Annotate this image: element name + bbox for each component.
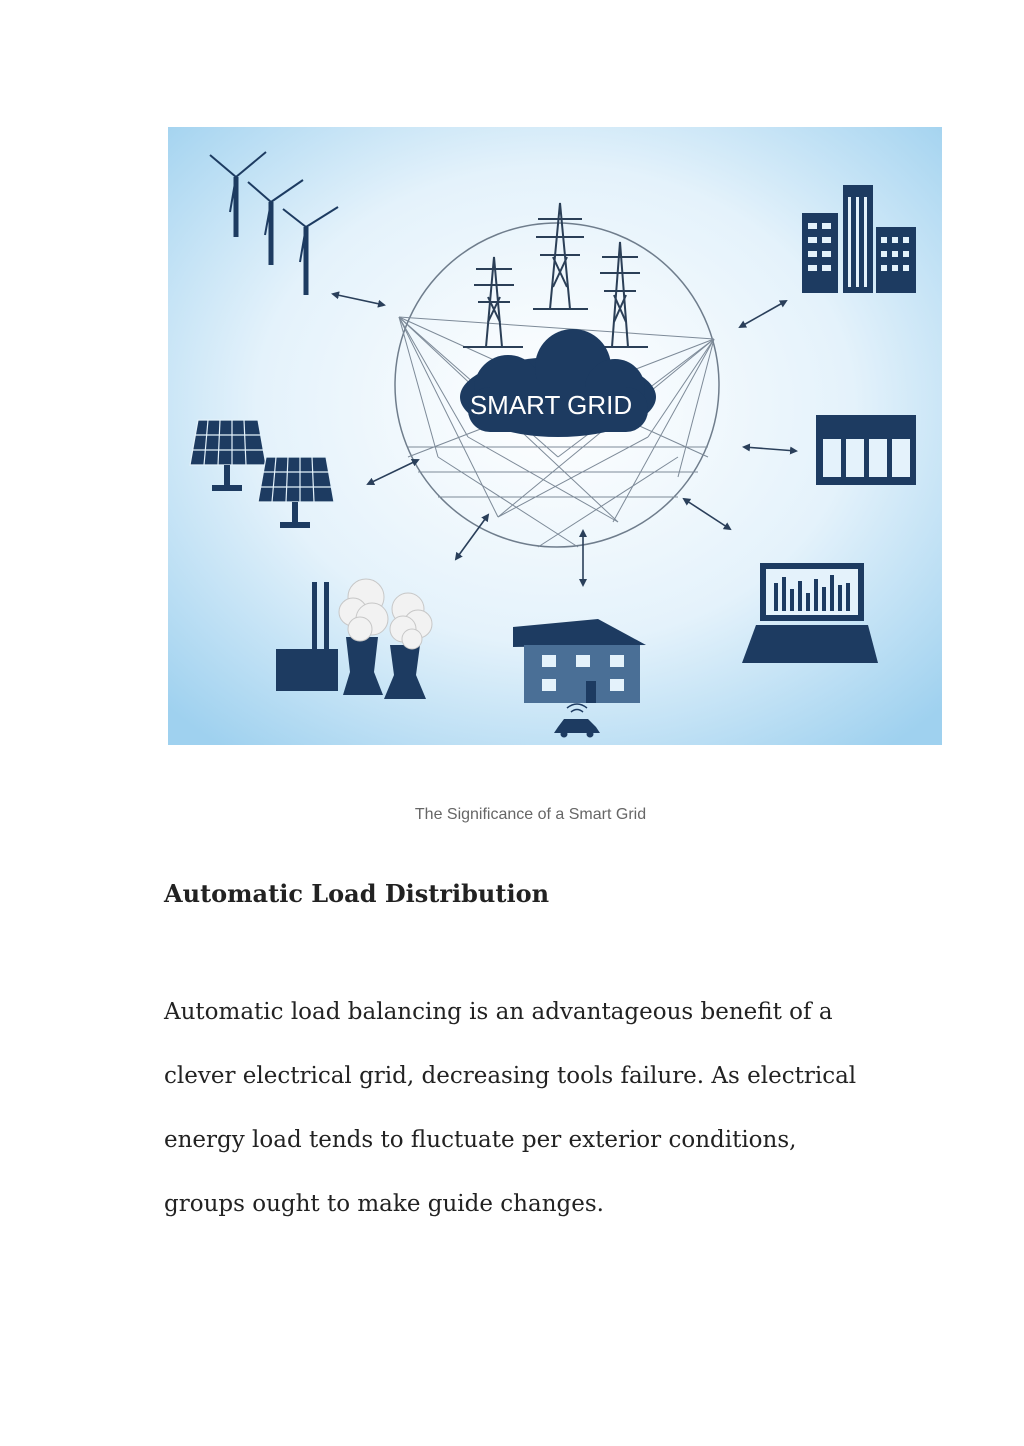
section-heading: Automatic Load Distribution <box>164 879 550 908</box>
paragraph-line: groups ought to make guide changes. <box>164 1191 604 1217</box>
laptop-icon <box>742 563 878 663</box>
paragraph-line: clever electrical grid, decreasing tools failure. As electrical <box>164 1063 857 1089</box>
paragraph-line: Automatic load balancing is an advantageous benefit of a <box>164 999 833 1025</box>
smart-grid-label: SMART GRID <box>469 390 633 420</box>
factory-icon <box>816 415 916 485</box>
section-paragraph <box>164 980 864 1236</box>
smart-grid-illustration <box>168 127 942 745</box>
figure-caption: The Significance of a Smart Grid <box>414 806 647 823</box>
paragraph-line: energy load tends to fluctuate per exterior conditions, <box>164 1127 797 1153</box>
